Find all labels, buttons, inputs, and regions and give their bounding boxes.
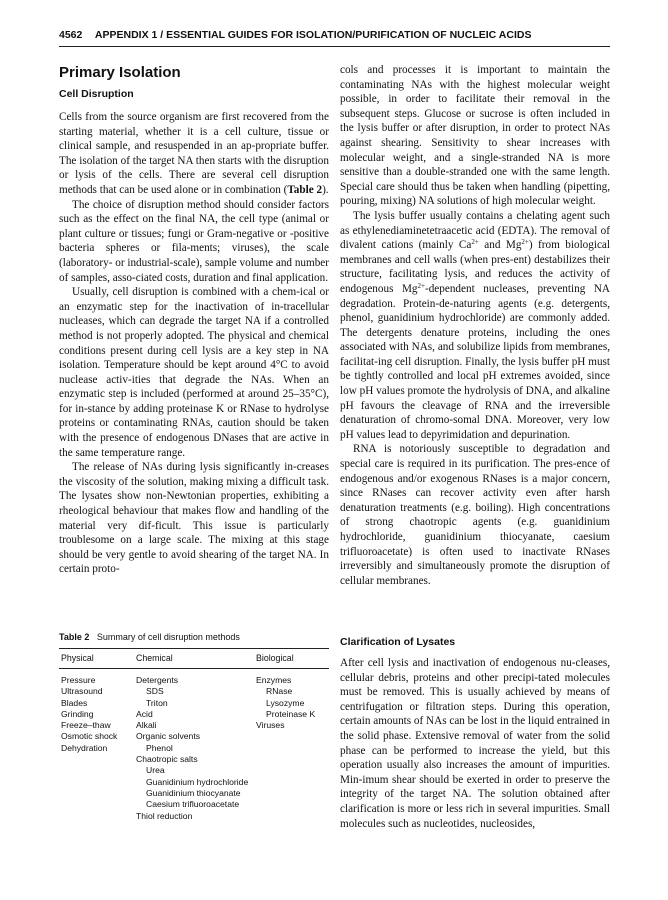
table-body	[59, 671, 329, 821]
table-cell: Proteinase K	[266, 708, 316, 719]
paragraph-text: ) from biological membranes and cell walls (when pres-ent) destabilizes their structure, facilitating lysis, and reduces the activity of endogenous Mg	[340, 239, 611, 295]
table-column-physical	[61, 675, 117, 754]
table-cell: Caesium trifluoroacetate	[146, 799, 240, 810]
paragraph: Usually, cell disruption is combined with a chem-ical or an enzymatic step for the inactivation of in-tracellular nucleases, which can degrade the target NA if a controlled method is not properly adopted. The physical and chemical conditions present during cell lysis are a key step in NA isolation. Temperature should be kept around 4°C to avoid nuclease activ-ities that degrade the NAs. When an enzymatic step is included (performed at around 25–35°C), for in-stance by adding proteinase K or RNase to hydrolyse proteins or contaminating RNAs, caution should be taken with the presence of endogenous DNases that are active in the same temperature range.	[59, 286, 329, 459]
paragraph: cols and processes it is important to maintain the contaminating NAs with the highest molecular weight possible, in order to facilitate their removal in the subsequent steps. Glucose or sucrose is often included in the lysis buffer or after disruption, in order to protect NAs against shearing. Sensitivity to shear increases with molecular weight, and a single-stranded NA is more sensitive than a double-stranded one with the same length. Special care should thus be taken when handling (pipetting, pouring, mixing) NA solutions of high molecular weight.	[340, 64, 610, 208]
paragraph	[340, 209, 610, 443]
paragraph-text: and Mg	[478, 239, 522, 252]
table-cell: Enzymes	[256, 675, 292, 685]
paragraph	[59, 110, 329, 198]
table-cell: Dehydration	[61, 742, 108, 753]
table-cell: Grinding	[61, 708, 94, 719]
table-2	[59, 631, 329, 821]
table-cell: Lysozyme	[266, 697, 305, 708]
table-cell: Triton	[146, 697, 168, 708]
paragraph-text: ).	[322, 183, 329, 196]
table-cell: Guanidinium thiocyanate	[146, 787, 241, 798]
table-label: Table 2	[59, 632, 90, 642]
running-title: APPENDIX 1 / ESSENTIAL GUIDES FOR ISOLATION/PURIFICATION OF NUCLEIC ACIDS	[94, 29, 532, 41]
paragraph-text: -dependent nucleases, preventing NA degradation. Protein-de-naturing agents (e.g. detergents, phenol, guanidinium hydrochloride) are commonly added. The detergents denature proteins, including the ones associated with NAs, and solubilize lipids from membranes, facilitat-ing cell disruption. Finally, the lysis buffer pH must be tightly controlled and local pH extremes avoided, since low pH values promote the hydrolysis of DNA, and alkaline pH favours the cleavage of RNA and the irreversible denaturation of chromo-somal DNA. Moreover, very low pH values lead to depyrimidation and depurination.	[340, 282, 610, 441]
paragraph-text: The lysis buffer usually contains a chelating agent such as ethylenediaminetetraacetic acid (EDTA). The removal of divalent cations (mainly Ca	[340, 209, 610, 252]
table-reference-link[interactable]: Table 2	[287, 183, 323, 196]
table-cell: Ultrasound	[61, 686, 103, 697]
paragraph: The release of NAs during lysis significantly in-creases the viscosity of the solution, making mixing a difficult task. The lysates show non-Newtonian properties, exhibiting a rheological behaviour that makes flow and handling of the material very dif-ficult. This issue is particularly troublesome on a large scale. The mixing at this stage should be very gentle to avoid shearing of the target NA. In certain proto-	[59, 461, 329, 576]
table-header-biological: Biological	[256, 653, 294, 663]
table-header-rule	[59, 668, 329, 669]
table-cell: Detergents	[136, 675, 179, 685]
table-cell: RNase	[266, 686, 293, 697]
paragraph: After cell lysis and inactivation of endogenous nu-cleases, cellular debris, proteins and other precipi-tated molecules must be removed. This is usually achieved by means of centrifugation or filtration steps. During this operation, certain amounts of NAs can be lost in the liquid entrained in the solid phase. Extensive removal of water from the solid phase can be performed to increase the yield, but this operation usually also increases the amount of impurities. Min-imum shear should be exerted in order to preserve the integrity of the target NA. The solution obtained after clarification is more or less rich in several impurities. Small molecules such as nucleotides, nucleosides,	[340, 657, 610, 830]
table-cell: Viruses	[256, 720, 285, 731]
section-title: Primary Isolation	[59, 64, 181, 81]
page-number: 4562	[59, 29, 83, 41]
table-cell: Chaotropic salts	[136, 754, 198, 765]
table-header-chemical: Chemical	[136, 653, 173, 663]
table-cell: Alkali	[136, 720, 157, 731]
running-head	[59, 29, 610, 43]
table-cell: SDS	[146, 686, 164, 697]
table-cell: Freeze–thaw	[61, 720, 111, 731]
paragraph: The choice of disruption method should consider factors such as the effect on the final NA, the cell type (animal or plant culture or tissues; fungi or Gram-negative or -positive bacteria spheres or fila-ments; viruses), the scale (laboratory- or industrial-scale), sample volume and number of samples, asso-ciated costs, duration and final application.	[59, 198, 329, 284]
superscript: 2+	[471, 238, 479, 247]
table-header-physical: Physical	[61, 653, 94, 663]
paragraph-text: Cells from the source organism are first recovered from the starting material, whether it is a cell culture, tissue or clinical sample, and resuspended in an ap-propriate buffer. The isolation of the target NA then starts with the disruption or lysis of the cells. There are several cell disruption methods that can be used alone or in combination (	[59, 111, 329, 196]
table-column-chemical	[136, 675, 248, 822]
table-cell: Guanidinium hydrochloride	[146, 776, 249, 787]
subsection-title: Cell Disruption	[59, 88, 134, 100]
table-cell: Phenol	[146, 742, 173, 753]
table-cell: Urea	[146, 765, 165, 776]
table-cell: Osmotic shock	[61, 731, 118, 742]
paragraph: RNA is notoriously susceptible to degradation and special care is required in its purification. The pres-ence of endogenous and/or exogenous RNases is a major concern, since RNases can recover activity even after harsh denaturation treatments (e.g. boiling). High concentrations of strong chaotropic agents (e.g. guanidinium hydrochloride, guanidinium thiocyanate, caesium trifluoroacetate) is often used to inactivate RNases irreversibly and simultaneously promote the disruption of cellular membranes.	[340, 443, 610, 587]
left-column	[59, 64, 329, 577]
table-cell: Thiol reduction	[136, 810, 193, 821]
table-header-row	[59, 649, 329, 668]
superscript: 2+	[521, 238, 529, 247]
table-cell: Blades	[61, 697, 88, 708]
table-cell: Pressure	[61, 675, 96, 685]
superscript: 2+	[417, 281, 425, 290]
header-rule	[59, 46, 610, 47]
table-caption	[59, 631, 329, 643]
section-title-clarification: Clarification of Lysates	[340, 636, 456, 648]
table-caption-text: Summary of cell disruption methods	[96, 632, 240, 642]
table-column-biological	[256, 675, 315, 731]
table-cell: Organic solvents	[136, 731, 201, 742]
table-cell: Acid	[136, 708, 153, 719]
right-column	[340, 63, 610, 588]
right-column-lower	[340, 656, 610, 831]
